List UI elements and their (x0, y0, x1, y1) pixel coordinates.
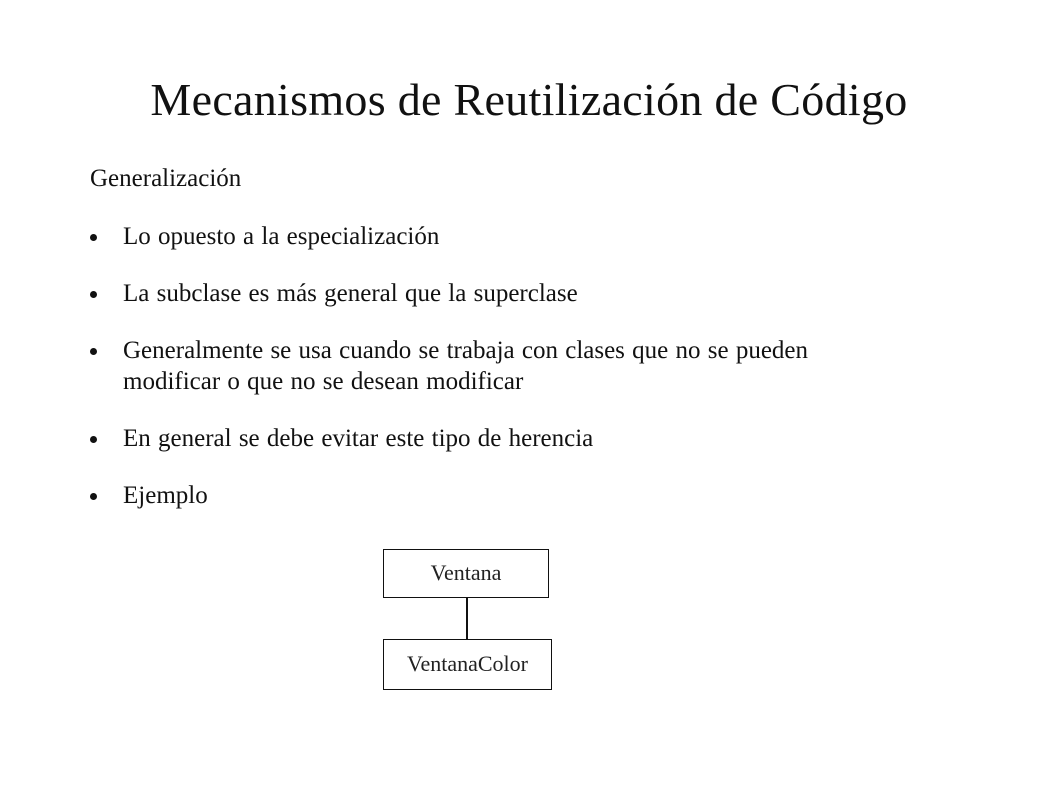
uml-class-ventanacolor: VentanaColor (383, 639, 552, 690)
bullet-dot-icon (90, 436, 97, 443)
bullet-text: Ejemplo (123, 482, 208, 509)
bullet-dot-icon (90, 493, 97, 500)
uml-inheritance-line (466, 598, 468, 639)
bullet-dot-icon (90, 234, 97, 241)
bullet-text: En general se debe evitar este tipo de herencia (123, 425, 594, 452)
bullet-item-more-general (90, 278, 990, 309)
bullet-item-opposite (90, 221, 990, 252)
bullet-dot-icon (90, 291, 97, 298)
section-heading: Generalización (90, 165, 242, 192)
bullet-text: Generalmente se usa cuando se trabaja con clases que no se pueden modificar o que no se desean modificar (123, 337, 809, 395)
bullet-item-avoid (90, 423, 990, 454)
bullet-item-usage (90, 335, 990, 397)
slide-title: Mecanismos de Reutilización de Código (150, 74, 908, 125)
bullet-text: La subclase es más general que la superclase (123, 280, 578, 307)
uml-class-ventana: Ventana (383, 549, 549, 598)
bullet-item-example (90, 480, 990, 511)
bullet-list (90, 221, 990, 537)
bullet-text: Lo opuesto a la especialización (123, 223, 440, 250)
bullet-dot-icon (90, 348, 97, 355)
